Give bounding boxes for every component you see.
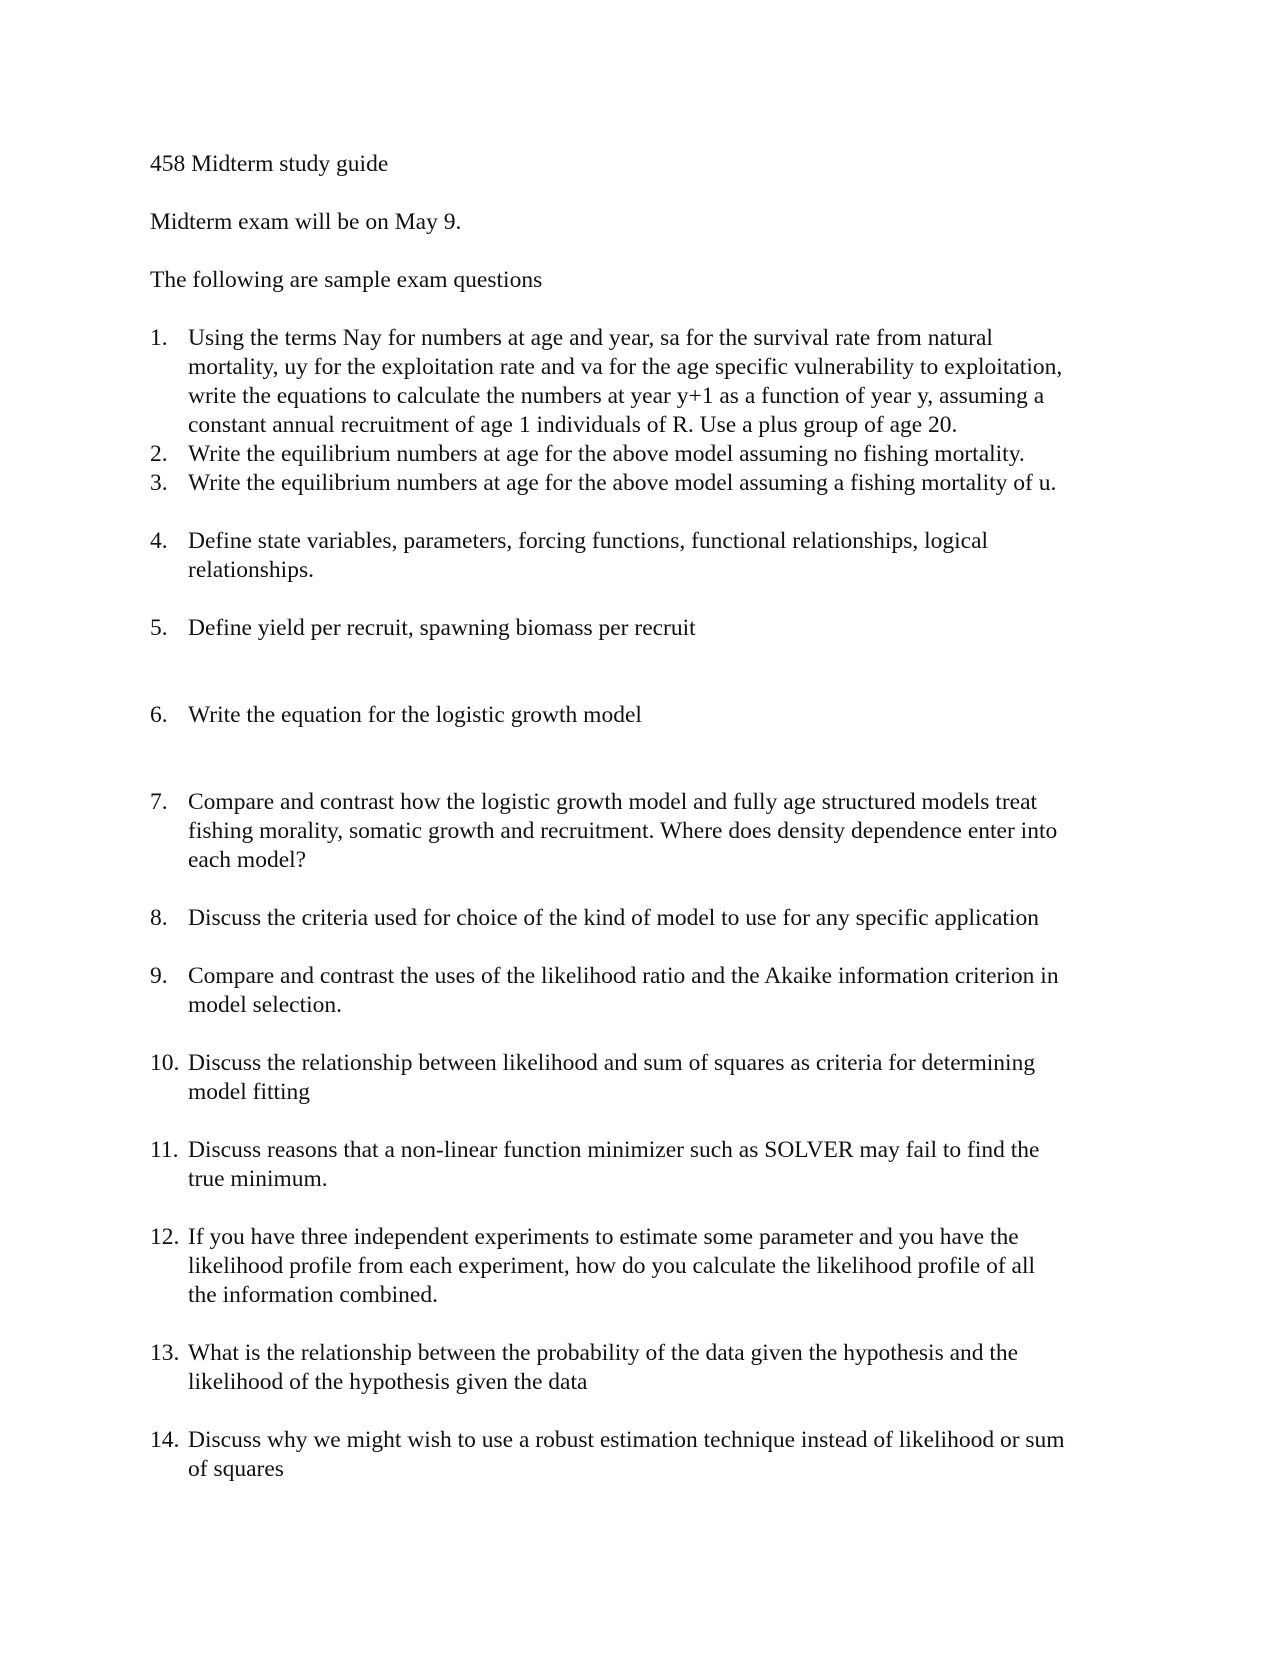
question-item-3 (150, 469, 1130, 498)
question-item-7 (150, 788, 1130, 875)
question-text-line: constant annual recruitment of age 1 individuals of R. Use a plus group of age 20. (188, 412, 958, 438)
exam-date-text: Midterm exam will be on May 9. (150, 209, 462, 235)
question-text-line: fishing morality, somatic growth and recruitment. Where does density dependence enter into (188, 818, 1058, 844)
question-number: 3. (150, 470, 168, 496)
question-text-line: each model? (188, 847, 307, 873)
document-page (150, 150, 1130, 1484)
question-text-line: Define yield per recruit, spawning biomass per recruit (188, 615, 696, 641)
question-text-line: If you have three independent experiments to estimate some parameter and you have the (188, 1224, 1019, 1250)
question-text-line: What is the relationship between the probability of the data given the hypothesis and the (188, 1340, 1019, 1366)
question-text-line: Define state variables, parameters, forcing functions, functional relationships, logical (188, 528, 989, 554)
question-number: 13. (150, 1340, 180, 1366)
question-item-9 (150, 962, 1130, 1020)
question-item-10 (150, 1049, 1130, 1107)
question-number: 7. (150, 789, 168, 815)
question-item-13 (150, 1339, 1130, 1397)
question-text-line: mortality, uy for the exploitation rate and va for the age specific vulnerability to exploitation, (188, 354, 1063, 380)
question-number: 11. (150, 1137, 179, 1163)
question-number: 8. (150, 905, 168, 931)
question-number: 12. (150, 1224, 180, 1250)
question-text-line: Discuss the criteria used for choice of the kind of model to use for any specific application (188, 905, 1039, 931)
question-number: 10. (150, 1050, 180, 1076)
question-number: 6. (150, 702, 168, 728)
question-item-2 (150, 440, 1130, 469)
question-text-line: Write the equilibrium numbers at age for the above model assuming a fishing mortality of u. (188, 470, 1057, 496)
question-item-11 (150, 1136, 1130, 1194)
question-list (150, 324, 1130, 1484)
question-text-line: relationships. (188, 557, 314, 583)
question-text-line: of squares (188, 1456, 284, 1482)
question-text-line: Compare and contrast how the logistic growth model and fully age structured models treat (188, 789, 1038, 815)
question-text-line: Compare and contrast the uses of the likelihood ratio and the Akaike information criterion in (188, 963, 1059, 989)
question-number: 2. (150, 441, 168, 467)
question-text-line: write the equations to calculate the numbers at year y+1 as a function of year y, assuming a (188, 383, 1045, 409)
question-item-4 (150, 527, 1130, 585)
questions-intro-text: The following are sample exam questions (150, 267, 543, 293)
question-text-line: Discuss the relationship between likelihood and sum of squares as criteria for determining (188, 1050, 1036, 1076)
question-text-line: the information combined. (188, 1282, 438, 1308)
question-text-line: Discuss reasons that a non-linear function minimizer such as SOLVER may fail to find the (188, 1137, 1040, 1163)
question-text-line: Write the equation for the logistic growth model (188, 702, 642, 728)
question-text-line: likelihood of the hypothesis given the data (188, 1369, 588, 1395)
question-text-line: likelihood profile from each experiment, how do you calculate the likelihood profile of all (188, 1253, 1036, 1279)
question-text-line: model fitting (188, 1079, 311, 1105)
question-number: 14. (150, 1427, 180, 1453)
question-item-5 (150, 614, 1130, 643)
question-item-12 (150, 1223, 1130, 1310)
question-number: 4. (150, 528, 168, 554)
question-number: 9. (150, 963, 168, 989)
question-item-8 (150, 904, 1130, 933)
question-text-line: Write the equilibrium numbers at age for the above model assuming no fishing mortality. (188, 441, 1025, 467)
question-item-1 (150, 324, 1130, 440)
document-title: 458 Midterm study guide (150, 151, 389, 177)
question-text-line: Using the terms Nay for numbers at age and year, sa for the survival rate from natural (188, 325, 993, 351)
question-number: 1. (150, 325, 168, 351)
question-item-6 (150, 701, 1130, 730)
question-text-line: model selection. (188, 992, 343, 1018)
question-text-line: true minimum. (188, 1166, 328, 1192)
question-text-line: Discuss why we might wish to use a robust estimation technique instead of likelihood or sum (188, 1427, 1065, 1453)
question-number: 5. (150, 615, 168, 641)
question-item-14 (150, 1426, 1130, 1484)
